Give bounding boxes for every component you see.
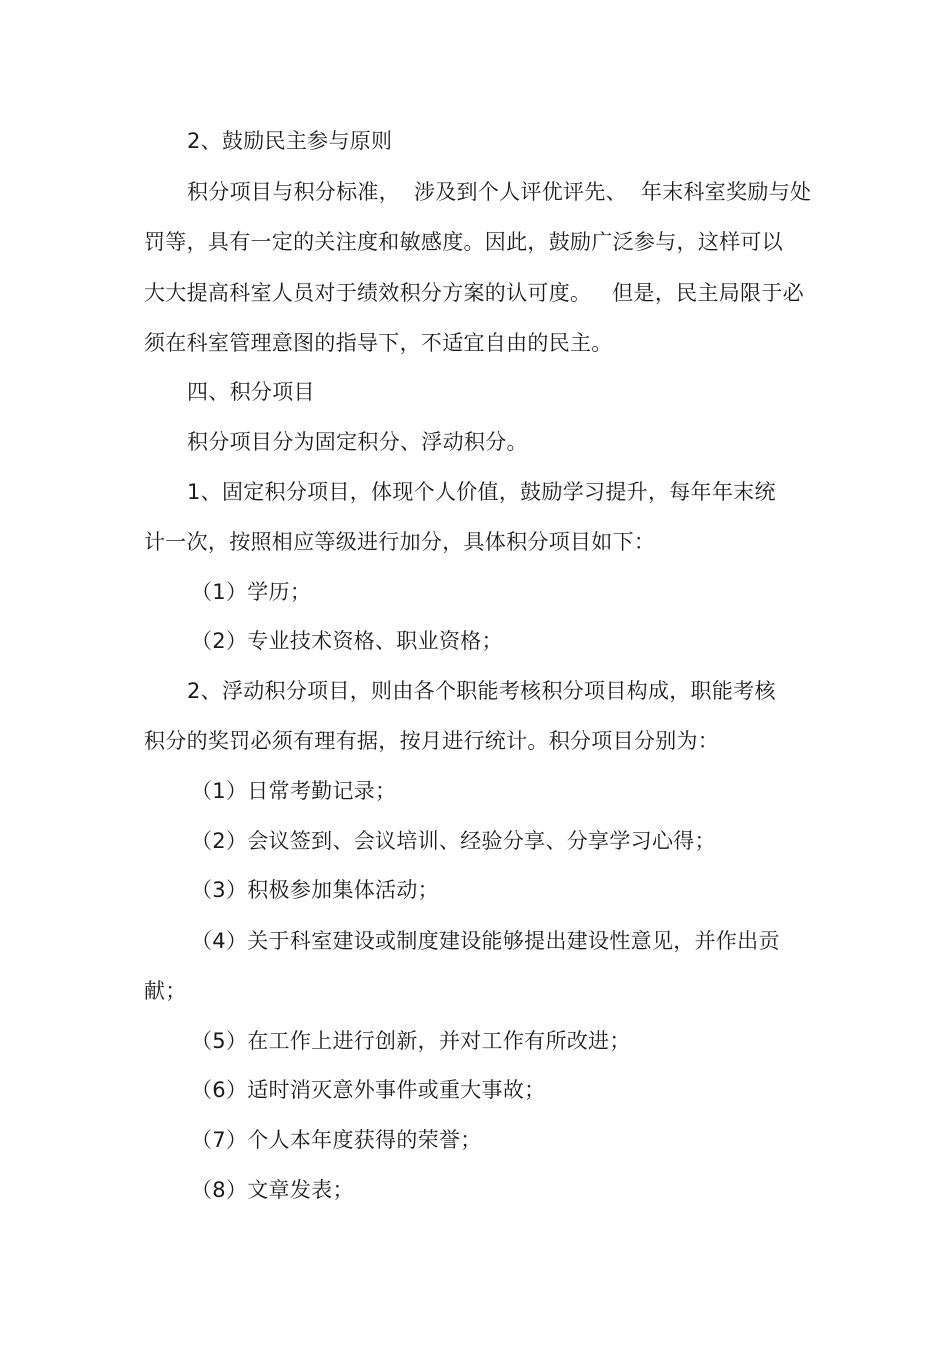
list-item: （2）会议签到、会议培训、经验分享、分享学习心得； xyxy=(191,829,716,853)
list-item: （1）学历； xyxy=(191,580,312,604)
paragraph-line: 计一次，按照相应等级进行加分，具体积分项目如下： xyxy=(144,530,656,554)
list-item: （1）日常考勤记录； xyxy=(191,779,397,803)
list-item-continuation: 献； xyxy=(144,979,187,1003)
paragraph-line: 须在科室管理意图的指导下，不适宜自由的民主。 xyxy=(144,331,613,355)
section-heading-point-items: 四、积分项目 xyxy=(187,380,315,404)
paragraph-line: 积分项目与积分标准， 涉及到个人评优评先、 年末科室奖励与处 xyxy=(187,180,812,204)
list-item: （7）个人本年度获得的荣誉； xyxy=(191,1128,482,1152)
paragraph-line: 大大提高科室人员对于绩效积分方案的认可度。 但是，民主局限于必 xyxy=(144,281,804,305)
list-item: （2）专业技术资格、职业资格； xyxy=(191,629,503,653)
paragraph-line: 罚等，具有一定的关注度和敏感度。因此，鼓励广泛参与，这样可以 xyxy=(144,230,783,254)
list-item: （6）适时消灭意外事件或重大事故； xyxy=(191,1078,546,1102)
paragraph-line: 2、浮动积分项目，则由各个职能考核积分项目构成，职能考核 xyxy=(187,679,776,703)
list-item: （3）积极参加集体活动； xyxy=(191,878,439,902)
list-item: （8）文章发表； xyxy=(191,1178,354,1202)
section-heading-democratic-principle: 2、鼓励民主参与原则 xyxy=(187,129,393,153)
list-item: （4）关于科室建设或制度建设能够提出建设性意见，并作出贡 xyxy=(191,929,780,953)
list-item: （5）在工作上进行创新，并对工作有所改进； xyxy=(191,1029,631,1053)
paragraph-line: 积分项目分为固定积分、浮动积分。 xyxy=(187,430,528,454)
paragraph-line: 积分的奖罚必须有理有据，按月进行统计。积分项目分别为： xyxy=(144,729,720,753)
paragraph-line: 1、固定积分项目，体现个人价值，鼓励学习提升，每年年末统 xyxy=(187,480,776,504)
